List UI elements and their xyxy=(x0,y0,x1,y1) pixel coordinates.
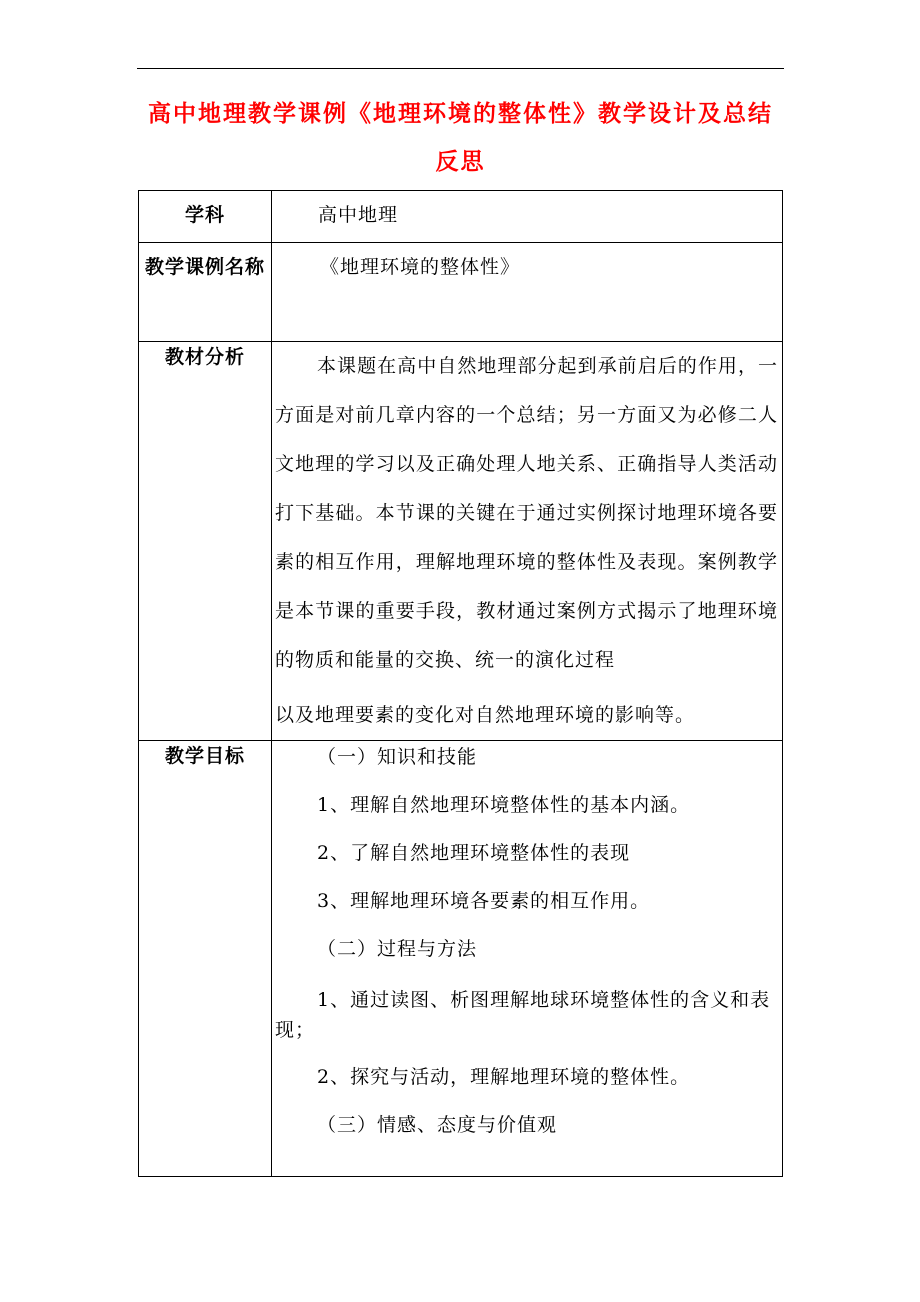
goal-item-2-2: 2、探究与活动，理解地理环境的整体性。 xyxy=(317,1066,691,1088)
lesson-table xyxy=(138,190,783,1177)
goal-section-knowledge: （一）知识和技能 xyxy=(317,746,478,768)
material-analysis-last-line: 以及地理要素的变化对自然地理环境的影响等。 xyxy=(275,704,696,726)
goal-section-process: （二）过程与方法 xyxy=(317,938,478,960)
document-title: 高中地理教学课例《地理环境的整体性》教学设计及总结反思 xyxy=(148,101,773,175)
table-row-material-analysis xyxy=(139,342,783,741)
material-analysis-body: 本课题在高中自然地理部分起到承前启后的作用，一方面是对前几章内容的一个总结；另一方面又为必修二人文地理的学习以及正确处理人地关系、正确指导人类活动打下基础。本节课的关键在于通过实例探讨地理环境各要素的相互作用，理解地理环境的整体性及表现。案例教学是本节课的重要手段，教材通过案例方式揭示了地理环境的物质和能量的交换、统一的演化过程 xyxy=(275,355,778,671)
header-rule xyxy=(137,68,784,69)
subject-value: 高中地理 xyxy=(272,191,783,243)
table-row-subject xyxy=(139,191,783,243)
goal-item-1-3: 3、理解地理环境各要素的相互作用。 xyxy=(317,890,651,912)
table-row-lesson-name xyxy=(139,243,783,342)
goal-item-2-1: 1、通过读图、析图理解地球环境整体性的含义和表现； xyxy=(275,989,771,1041)
teaching-goals-label: 教学目标 xyxy=(139,741,272,1177)
subject-label: 学科 xyxy=(139,191,272,243)
goal-item-1-1: 1、理解自然地理环境整体性的基本内涵。 xyxy=(317,794,691,816)
goal-item-1-2: 2、了解自然地理环境整体性的表现 xyxy=(317,842,631,864)
teaching-goals-content xyxy=(272,741,783,1177)
lesson-name-label: 教学课例名称 xyxy=(139,243,272,342)
goal-section-values: （三）情感、态度与价值观 xyxy=(317,1114,558,1136)
material-analysis-label: 教材分析 xyxy=(139,342,272,741)
table-row-teaching-goals xyxy=(139,741,783,1177)
lesson-name-value: 《地理环境的整体性》 xyxy=(272,243,783,342)
material-analysis-text xyxy=(272,342,783,741)
